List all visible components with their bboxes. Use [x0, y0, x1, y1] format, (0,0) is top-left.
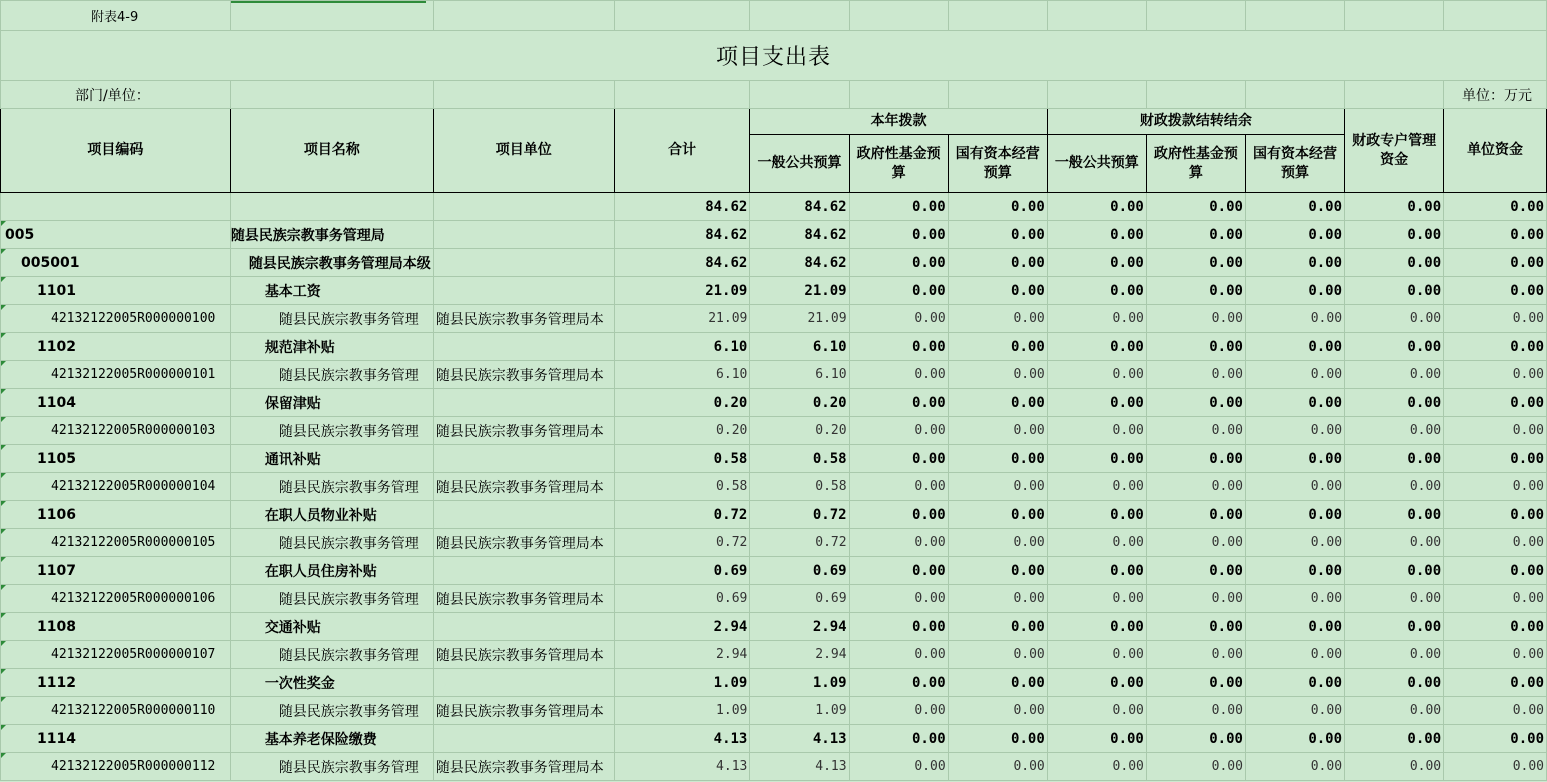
cell-amount[interactable]: 0.00 — [1444, 473, 1547, 501]
header-group-current-year[interactable]: 本年拨款 — [750, 109, 1047, 135]
cell-amount[interactable]: 0.00 — [948, 305, 1047, 333]
cell-project-code[interactable]: 42132122005R000000100 — [1, 305, 231, 333]
cell-amount[interactable]: 6.10 — [614, 333, 750, 361]
table-row[interactable] — [1, 277, 1547, 305]
table-row[interactable] — [1, 473, 1547, 501]
cell-amount[interactable]: 0.00 — [1345, 501, 1444, 529]
cell-amount[interactable]: 0.00 — [948, 277, 1047, 305]
cell-project-code[interactable]: 42132122005R000000107 — [1, 641, 231, 669]
table-row[interactable] — [1, 389, 1547, 417]
cell-project-unit[interactable] — [433, 669, 614, 697]
cell-project-unit[interactable] — [433, 221, 614, 249]
cell-amount[interactable]: 0.00 — [1047, 529, 1146, 557]
table-row[interactable] — [1, 613, 1547, 641]
cell-amount[interactable]: 0.00 — [849, 613, 948, 641]
cell-amount[interactable]: 0.00 — [1444, 669, 1547, 697]
cell-amount[interactable]: 0.00 — [1345, 585, 1444, 613]
cell-amount[interactable]: 0.00 — [1146, 277, 1245, 305]
cell-project-unit[interactable] — [433, 725, 614, 753]
cell-amount[interactable]: 0.00 — [1047, 417, 1146, 445]
cell-project-name[interactable]: 一次性奖金 — [230, 669, 433, 697]
cell-project-unit[interactable]: 随县民族宗教事务管理局本 — [433, 585, 614, 613]
cell-amount[interactable]: 0.00 — [1245, 193, 1344, 221]
cell-amount[interactable]: 0.00 — [1146, 557, 1245, 585]
cell-amount[interactable]: 0.00 — [1245, 277, 1344, 305]
cell-amount[interactable]: 0.00 — [1444, 753, 1547, 781]
cell-project-code[interactable]: 42132122005R000000110 — [1, 697, 231, 725]
cell-amount[interactable]: 0.00 — [849, 193, 948, 221]
cell-amount[interactable]: 2.94 — [750, 613, 849, 641]
cell-amount[interactable]: 84.62 — [750, 193, 849, 221]
table-row[interactable] — [1, 725, 1547, 753]
cell-amount[interactable]: 0.69 — [614, 557, 750, 585]
cell-amount[interactable]: 0.00 — [849, 725, 948, 753]
cell-amount[interactable]: 0.00 — [849, 445, 948, 473]
cell-amount[interactable]: 84.62 — [614, 249, 750, 277]
cell-project-code[interactable]: 1106 — [1, 501, 231, 529]
cell-amount[interactable]: 0.00 — [1245, 669, 1344, 697]
header-gov-fund[interactable]: 政府性基金预算 — [849, 135, 948, 193]
cell-amount[interactable]: 0.00 — [1345, 641, 1444, 669]
cell-project-code[interactable]: 42132122005R000000112 — [1, 753, 231, 781]
cell-amount[interactable]: 4.13 — [750, 725, 849, 753]
cell-project-unit[interactable] — [433, 501, 614, 529]
cell-amount[interactable]: 0.00 — [1345, 529, 1444, 557]
cell-amount[interactable]: 0.00 — [1444, 501, 1547, 529]
cell-amount[interactable]: 0.00 — [1047, 249, 1146, 277]
cell-amount[interactable]: 0.00 — [849, 641, 948, 669]
cell-amount[interactable]: 0.69 — [614, 585, 750, 613]
table-row[interactable] — [1, 557, 1547, 585]
cell-amount[interactable]: 0.72 — [614, 529, 750, 557]
cell-amount[interactable]: 0.00 — [1047, 473, 1146, 501]
cell-amount[interactable]: 0.00 — [1245, 613, 1344, 641]
cell-amount[interactable]: 6.10 — [750, 333, 849, 361]
cell-amount[interactable]: 0.00 — [849, 389, 948, 417]
cell-amount[interactable]: 6.10 — [750, 361, 849, 389]
header-unit[interactable]: 项目单位 — [433, 109, 614, 193]
cell-project-unit[interactable]: 随县民族宗教事务管理局本 — [433, 417, 614, 445]
cell-amount[interactable]: 0.00 — [948, 613, 1047, 641]
cell-project-unit[interactable] — [433, 445, 614, 473]
cell-amount[interactable]: 0.00 — [1245, 389, 1344, 417]
appendix-label[interactable]: 附表4-9 — [1, 1, 231, 31]
cell-amount[interactable]: 0.00 — [1345, 333, 1444, 361]
cell-project-unit[interactable] — [433, 389, 614, 417]
cell-amount[interactable]: 0.00 — [948, 753, 1047, 781]
cell-amount[interactable]: 0.00 — [849, 473, 948, 501]
cell-amount[interactable]: 0.58 — [614, 445, 750, 473]
cell-amount[interactable]: 0.00 — [1245, 725, 1344, 753]
cell-amount[interactable]: 0.00 — [1047, 669, 1146, 697]
cell-amount[interactable]: 0.00 — [1245, 361, 1344, 389]
cell-amount[interactable]: 0.00 — [849, 333, 948, 361]
cell-project-code[interactable]: 42132122005R000000105 — [1, 529, 231, 557]
cell-amount[interactable]: 0.00 — [1146, 473, 1245, 501]
cell-project-code[interactable]: 42132122005R000000106 — [1, 585, 231, 613]
cell-amount[interactable]: 0.00 — [849, 249, 948, 277]
table-row[interactable] — [1, 333, 1547, 361]
cell-project-name[interactable]: 随县民族宗教事务管理局本级 — [230, 249, 433, 277]
cell-amount[interactable]: 0.00 — [1345, 753, 1444, 781]
cell-amount[interactable]: 0.00 — [1444, 697, 1547, 725]
cell-amount[interactable]: 0.00 — [1245, 221, 1344, 249]
cell-amount[interactable]: 21.09 — [750, 305, 849, 333]
cell-project-name[interactable]: 随县民族宗教事务管理局 — [230, 221, 433, 249]
cell-amount[interactable]: 0.00 — [1047, 333, 1146, 361]
cell-amount[interactable]: 0.00 — [1245, 585, 1344, 613]
cell-amount[interactable]: 0.00 — [1146, 361, 1245, 389]
cell-amount[interactable]: 21.09 — [750, 277, 849, 305]
cell-amount[interactable]: 0.00 — [1245, 305, 1344, 333]
cell-amount[interactable]: 0.00 — [1146, 221, 1245, 249]
cell-amount[interactable]: 0.00 — [948, 529, 1047, 557]
header-general-budget[interactable]: 一般公共预算 — [750, 135, 849, 193]
table-row[interactable] — [1, 585, 1547, 613]
table-row[interactable] — [1, 669, 1547, 697]
cell-amount[interactable]: 0.00 — [1444, 193, 1547, 221]
cell-amount[interactable]: 0.00 — [1047, 277, 1146, 305]
cell-amount[interactable]: 0.00 — [948, 557, 1047, 585]
cell-amount[interactable]: 0.00 — [1444, 725, 1547, 753]
cell-amount[interactable]: 0.20 — [750, 417, 849, 445]
cell-amount[interactable]: 0.00 — [1146, 613, 1245, 641]
cell-project-name[interactable]: 通讯补贴 — [230, 445, 433, 473]
cell-amount[interactable]: 84.62 — [614, 193, 750, 221]
dept-label[interactable]: 部门/单位： — [1, 81, 231, 109]
cell-amount[interactable]: 0.20 — [614, 417, 750, 445]
cell-project-code[interactable]: 1102 — [1, 333, 231, 361]
cell-amount[interactable]: 0.00 — [1047, 613, 1146, 641]
cell-project-unit[interactable]: 随县民族宗教事务管理局本 — [433, 305, 614, 333]
cell-amount[interactable]: 0.00 — [1146, 417, 1245, 445]
cell-amount[interactable]: 0.00 — [1345, 249, 1444, 277]
cell-amount[interactable]: 0.00 — [1245, 333, 1344, 361]
cell-amount[interactable]: 0.00 — [948, 361, 1047, 389]
cell-amount[interactable]: 0.00 — [1345, 389, 1444, 417]
cell-amount[interactable]: 0.00 — [948, 193, 1047, 221]
table-row[interactable] — [1, 193, 1547, 221]
cell-project-unit[interactable]: 随县民族宗教事务管理局本 — [433, 473, 614, 501]
cell-amount[interactable]: 84.62 — [750, 221, 849, 249]
cell-project-code[interactable]: 1108 — [1, 613, 231, 641]
cell-amount[interactable]: 0.00 — [1444, 333, 1547, 361]
cell-amount[interactable]: 0.00 — [1444, 641, 1547, 669]
cell-amount[interactable]: 0.00 — [948, 221, 1047, 249]
sheet-title[interactable]: 项目支出表 — [1, 31, 1547, 81]
cell-amount[interactable]: 84.62 — [614, 221, 750, 249]
cell-amount[interactable]: 4.13 — [614, 753, 750, 781]
cell-amount[interactable]: 0.00 — [1146, 249, 1245, 277]
cell-amount[interactable]: 0.00 — [1345, 305, 1444, 333]
unit-label[interactable]: 单位：万元 — [1444, 81, 1547, 109]
cell-amount[interactable]: 0.00 — [1146, 585, 1245, 613]
cell-project-name[interactable]: 保留津贴 — [230, 389, 433, 417]
cell-project-name[interactable]: 随县民族宗教事务管理 — [230, 697, 433, 725]
cell-project-name[interactable]: 规范津补贴 — [230, 333, 433, 361]
cell-project-name[interactable]: 随县民族宗教事务管理 — [230, 585, 433, 613]
cell-project-code[interactable] — [1, 193, 231, 221]
cell-amount[interactable]: 0.00 — [948, 641, 1047, 669]
cell-amount[interactable]: 0.00 — [948, 697, 1047, 725]
cell-amount[interactable]: 4.13 — [614, 725, 750, 753]
header-gov-fund-2[interactable]: 政府性基金预算 — [1146, 135, 1245, 193]
table-row[interactable] — [1, 221, 1547, 249]
cell-project-code[interactable]: 1107 — [1, 557, 231, 585]
cell-amount[interactable]: 0.00 — [1146, 669, 1245, 697]
cell-amount[interactable]: 0.00 — [948, 473, 1047, 501]
cell-project-code[interactable]: 1104 — [1, 389, 231, 417]
cell-amount[interactable]: 0.00 — [1444, 417, 1547, 445]
cell-amount[interactable]: 0.00 — [1146, 389, 1245, 417]
cell-amount[interactable]: 0.00 — [1047, 557, 1146, 585]
cell-amount[interactable]: 0.00 — [948, 501, 1047, 529]
cell-amount[interactable]: 2.94 — [614, 613, 750, 641]
cell-amount[interactable]: 0.00 — [948, 333, 1047, 361]
cell-amount[interactable]: 0.00 — [1146, 445, 1245, 473]
cell-amount[interactable]: 0.00 — [1245, 473, 1344, 501]
cell-amount[interactable]: 0.00 — [1047, 641, 1146, 669]
cell-amount[interactable]: 0.00 — [1444, 361, 1547, 389]
table-row[interactable] — [1, 753, 1547, 781]
cell-amount[interactable]: 0.00 — [1245, 445, 1344, 473]
cell-amount[interactable]: 0.00 — [849, 305, 948, 333]
cell-amount[interactable]: 0.00 — [1047, 389, 1146, 417]
cell-project-code[interactable]: 1112 — [1, 669, 231, 697]
cell-project-name[interactable]: 随县民族宗教事务管理 — [230, 305, 433, 333]
cell-amount[interactable]: 0.00 — [1345, 221, 1444, 249]
cell-amount[interactable]: 0.00 — [849, 221, 948, 249]
cell-amount[interactable]: 0.00 — [1047, 697, 1146, 725]
cell-amount[interactable]: 1.09 — [750, 669, 849, 697]
cell-amount[interactable]: 0.00 — [1345, 669, 1444, 697]
cell-amount[interactable]: 0.00 — [1047, 221, 1146, 249]
cell-project-name[interactable]: 在职人员物业补贴 — [230, 501, 433, 529]
cell-amount[interactable]: 0.00 — [1245, 697, 1344, 725]
cell-project-unit[interactable]: 随县民族宗教事务管理局本 — [433, 697, 614, 725]
cell-project-name[interactable]: 交通补贴 — [230, 613, 433, 641]
cell-amount[interactable]: 0.00 — [1345, 697, 1444, 725]
header-own-funds[interactable]: 单位资金 — [1444, 109, 1547, 193]
cell-project-code[interactable]: 1114 — [1, 725, 231, 753]
cell-amount[interactable]: 0.00 — [1245, 557, 1344, 585]
cell-amount[interactable]: 0.72 — [750, 501, 849, 529]
cell-amount[interactable]: 0.00 — [948, 725, 1047, 753]
cell-project-name[interactable]: 随县民族宗教事务管理 — [230, 417, 433, 445]
cell-amount[interactable]: 0.00 — [1345, 445, 1444, 473]
cell-amount[interactable]: 0.00 — [1345, 193, 1444, 221]
cell-amount[interactable]: 0.69 — [750, 557, 849, 585]
cell-project-unit[interactable] — [433, 193, 614, 221]
cell-amount[interactable]: 0.00 — [849, 669, 948, 697]
cell-amount[interactable]: 0.00 — [1146, 305, 1245, 333]
cell-amount[interactable]: 0.00 — [1345, 277, 1444, 305]
cell-project-code[interactable]: 42132122005R000000103 — [1, 417, 231, 445]
cell-amount[interactable]: 0.58 — [750, 473, 849, 501]
cell-amount[interactable]: 1.09 — [614, 697, 750, 725]
cell-amount[interactable]: 21.09 — [614, 277, 750, 305]
cell-amount[interactable]: 0.00 — [1345, 725, 1444, 753]
cell-amount[interactable]: 0.00 — [1444, 557, 1547, 585]
cell-amount[interactable]: 2.94 — [614, 641, 750, 669]
header-general-budget-2[interactable]: 一般公共预算 — [1047, 135, 1146, 193]
cell-amount[interactable]: 0.00 — [1146, 193, 1245, 221]
cell-project-unit[interactable]: 随县民族宗教事务管理局本 — [433, 529, 614, 557]
cell-amount[interactable]: 0.00 — [1444, 249, 1547, 277]
cell-amount[interactable]: 0.00 — [849, 529, 948, 557]
cell-amount[interactable]: 0.00 — [1345, 557, 1444, 585]
cell-amount[interactable]: 0.00 — [1047, 361, 1146, 389]
cell-amount[interactable]: 0.00 — [948, 389, 1047, 417]
cell-project-name[interactable] — [230, 193, 433, 221]
table-row[interactable] — [1, 445, 1547, 473]
cell-amount[interactable]: 0.00 — [1444, 445, 1547, 473]
cell-project-unit[interactable] — [433, 557, 614, 585]
cell-project-unit[interactable]: 随县民族宗教事务管理局本 — [433, 753, 614, 781]
cell-amount[interactable]: 0.00 — [849, 753, 948, 781]
cell-amount[interactable]: 0.00 — [1444, 529, 1547, 557]
header-special-account[interactable]: 财政专户管理资金 — [1345, 109, 1444, 193]
header-group-carryover[interactable]: 财政拨款结转结余 — [1047, 109, 1344, 135]
cell-project-unit[interactable]: 随县民族宗教事务管理局本 — [433, 641, 614, 669]
cell-amount[interactable]: 0.00 — [849, 501, 948, 529]
cell-amount[interactable]: 0.00 — [1047, 585, 1146, 613]
header-state-capital[interactable]: 国有资本经营预算 — [948, 135, 1047, 193]
cell-amount[interactable]: 0.58 — [750, 445, 849, 473]
cell-project-name[interactable]: 基本养老保险缴费 — [230, 725, 433, 753]
cell-amount[interactable]: 0.00 — [1146, 753, 1245, 781]
cell-amount[interactable]: 2.94 — [750, 641, 849, 669]
cell-amount[interactable]: 0.00 — [1345, 613, 1444, 641]
cell-project-name[interactable]: 随县民族宗教事务管理 — [230, 641, 433, 669]
cell-amount[interactable]: 0.00 — [1245, 529, 1344, 557]
cell-amount[interactable]: 0.00 — [1047, 445, 1146, 473]
cell-amount[interactable]: 21.09 — [614, 305, 750, 333]
table-row[interactable] — [1, 417, 1547, 445]
cell-project-name[interactable]: 随县民族宗教事务管理 — [230, 361, 433, 389]
cell-amount[interactable]: 0.00 — [1146, 641, 1245, 669]
cell-amount[interactable]: 0.00 — [1047, 725, 1146, 753]
cell-project-code[interactable]: 005 — [1, 221, 231, 249]
header-state-capital-2[interactable]: 国有资本经营预算 — [1245, 135, 1344, 193]
cell-project-code[interactable]: 1105 — [1, 445, 231, 473]
cell-amount[interactable]: 0.00 — [1444, 613, 1547, 641]
table-row[interactable] — [1, 361, 1547, 389]
cell-project-name[interactable]: 随县民族宗教事务管理 — [230, 753, 433, 781]
cell-amount[interactable]: 0.00 — [1444, 389, 1547, 417]
cell-amount[interactable]: 0.20 — [614, 389, 750, 417]
cell-amount[interactable]: 0.00 — [1444, 221, 1547, 249]
cell-amount[interactable]: 0.00 — [1146, 333, 1245, 361]
cell-amount[interactable]: 0.20 — [750, 389, 849, 417]
cell-project-name[interactable]: 随县民族宗教事务管理 — [230, 473, 433, 501]
cell-amount[interactable]: 0.00 — [1444, 585, 1547, 613]
cell-amount[interactable]: 0.00 — [1146, 501, 1245, 529]
header-code[interactable]: 项目编码 — [1, 109, 231, 193]
cell-amount[interactable]: 0.00 — [1245, 641, 1344, 669]
cell-amount[interactable]: 0.00 — [1047, 501, 1146, 529]
cell-project-unit[interactable] — [433, 613, 614, 641]
cell-amount[interactable]: 0.00 — [1245, 501, 1344, 529]
cell-amount[interactable]: 0.00 — [1444, 305, 1547, 333]
cell-amount[interactable]: 0.00 — [948, 445, 1047, 473]
cell-project-unit[interactable] — [433, 277, 614, 305]
cell-amount[interactable]: 0.00 — [849, 697, 948, 725]
cell-project-unit[interactable] — [433, 333, 614, 361]
cell-amount[interactable]: 0.00 — [1047, 193, 1146, 221]
cell-amount[interactable]: 0.00 — [849, 361, 948, 389]
cell-project-unit[interactable] — [433, 249, 614, 277]
cell-amount[interactable]: 0.00 — [1345, 473, 1444, 501]
table-row[interactable] — [1, 529, 1547, 557]
cell-project-unit[interactable]: 随县民族宗教事务管理局本 — [433, 361, 614, 389]
table-row[interactable] — [1, 305, 1547, 333]
cell-amount[interactable]: 0.00 — [1146, 529, 1245, 557]
cell-amount[interactable]: 0.00 — [849, 585, 948, 613]
cell-project-name[interactable]: 随县民族宗教事务管理 — [230, 529, 433, 557]
cell-amount[interactable]: 0.00 — [1047, 753, 1146, 781]
cell-project-code[interactable]: 005001 — [1, 249, 231, 277]
cell-amount[interactable]: 1.09 — [614, 669, 750, 697]
cell-amount[interactable]: 0.00 — [1146, 697, 1245, 725]
table-row[interactable] — [1, 249, 1547, 277]
cell-amount[interactable]: 0.00 — [849, 557, 948, 585]
cell-amount[interactable]: 0.72 — [614, 501, 750, 529]
cell-amount[interactable]: 6.10 — [614, 361, 750, 389]
header-name[interactable]: 项目名称 — [230, 109, 433, 193]
table-row[interactable] — [1, 697, 1547, 725]
cell-amount[interactable]: 0.00 — [948, 417, 1047, 445]
cell-project-code[interactable]: 1101 — [1, 277, 231, 305]
cell-project-code[interactable]: 42132122005R000000101 — [1, 361, 231, 389]
cell-amount[interactable]: 0.69 — [750, 585, 849, 613]
cell-amount[interactable]: 0.00 — [1047, 305, 1146, 333]
cell-amount[interactable]: 84.62 — [750, 249, 849, 277]
cell-amount[interactable]: 0.72 — [750, 529, 849, 557]
cell-amount[interactable]: 0.00 — [1245, 417, 1344, 445]
cell-amount[interactable]: 0.00 — [948, 249, 1047, 277]
cell-amount[interactable]: 0.00 — [849, 417, 948, 445]
cell-amount[interactable]: 0.00 — [1345, 361, 1444, 389]
table-row[interactable] — [1, 641, 1547, 669]
cell-amount[interactable]: 0.00 — [1345, 417, 1444, 445]
cell-amount[interactable]: 0.58 — [614, 473, 750, 501]
cell-amount[interactable]: 0.00 — [948, 585, 1047, 613]
cell-amount[interactable]: 0.00 — [1245, 753, 1344, 781]
cell-amount[interactable]: 4.13 — [750, 753, 849, 781]
cell-project-name[interactable]: 基本工资 — [230, 277, 433, 305]
cell-amount[interactable]: 0.00 — [849, 277, 948, 305]
cell-amount[interactable]: 0.00 — [948, 669, 1047, 697]
cell-project-name[interactable]: 在职人员住房补贴 — [230, 557, 433, 585]
cell-amount[interactable]: 0.00 — [1245, 249, 1344, 277]
cell-amount[interactable]: 0.00 — [1146, 725, 1245, 753]
table-row[interactable] — [1, 501, 1547, 529]
cell-amount[interactable]: 1.09 — [750, 697, 849, 725]
cell-amount[interactable]: 0.00 — [1444, 277, 1547, 305]
header-total[interactable]: 合计 — [614, 109, 750, 193]
cell-project-code[interactable]: 42132122005R000000104 — [1, 473, 231, 501]
